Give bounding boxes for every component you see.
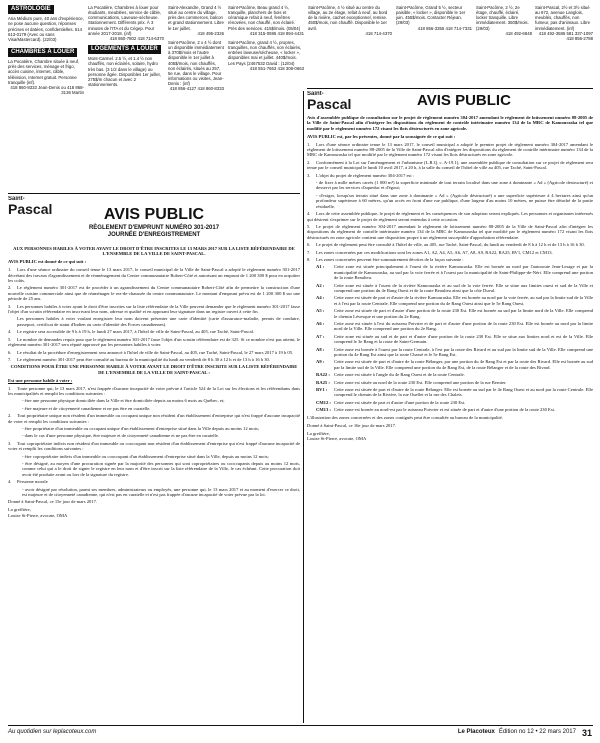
notice-item: 1. Lors d'une séance ordinaire tenue le 13 mars 2017, le conseil municipal a adopté le premier projet de règlement numéro 304-2017 amendant le règlement de lotissement numéro 88-2005 de la Ville de Saint-Pascal afin d'intégrer les dispositions du règlement de contrôle intérimaire numéro 134 de la MRC de Kamouraska tel que modifié par le règlement numéro 172 visant les îlots déstructurés en zone agricole.	[307, 141, 593, 158]
conditions-subtitle: Est une personne habile à voter :	[8, 377, 73, 383]
left-top-rule	[8, 193, 300, 194]
classified-col-3	[168, 5, 224, 190]
notice-intro: AVIS PUBLIC est, par les présentes, donné par la soussignée de ce qui suit :	[307, 133, 456, 139]
classified-ad: Ana Médium pure, 40 ans d'expérience, ne pose aucune question, réponses précises et datées, confidentielles. 514 613-0179 (Avec ou sans Visa/Mastercard). (22/03)	[8, 16, 84, 42]
zone-list	[307, 264, 593, 412]
condition-item: 4. Personne morale	[8, 479, 48, 485]
classified-phone: 418 492-6848	[505, 30, 532, 36]
zone-item: A9 : Cette zone est située de part et d'autre de la route Bélanger, par une portion du 4e Rang Est et par la route des Rivard. Elle est bornée au sud par la limite sud de la Ville. Elle comprend une portion du 4e Rang Est, de la route Bélanger et de la route des Rivard.	[316, 359, 593, 370]
notice-item: Les personnes habiles à voter voulant enregistrer leur nom doivent présenter une carte d'identité (carte d'assurance-maladie, permis de conduire, passeport, certificat de statut d'Indien ou carte d'identité des Forces canadiennes).	[17, 316, 300, 327]
classified-phone: 418 495-2326	[197, 30, 224, 36]
notice-item: 8. Les zones concernées peuvent être sommairement décrites de la façon suivante :	[307, 256, 464, 262]
top-rule	[307, 88, 593, 89]
condition-item: - être désigné, au moyen d'une procuration signée par la majorité des personnes qui sont copropriétaires ou cooccupants depuis au moins 12 mois, comme celui qui a le droit de signer le registre en leur nom et d'être inscrit sur la liste référendaire de la Ville, le cas échéant. Cette procuration doit avoir été produite avant ou lors de la signature du registre.	[22, 461, 300, 477]
classified-phone: 418 315-0595 418 894-4431	[249, 30, 304, 36]
zone-item: A7 : Cette zone est située au sud et de part et d'autre d'une portion de la route 230 Est. Elle se situe aux limites nord et est de la Ville. Elle comprend le 3e Rang et la route de Saint-Germain.	[316, 333, 593, 345]
classified-col-5	[308, 5, 392, 85]
footer-brand: Le Placoteux	[457, 729, 495, 736]
condition-item: 1. Toute personne qui, le 13 mars 2017, n'est frappée d'aucune incapacité de voter prévue à l'article 524 de la Loi sur les élections et les référendums dans les municipalités et remplit les conditions suivantes :	[8, 385, 300, 396]
column-divider	[303, 91, 304, 723]
classified-phone: 418 551-7663 418 308-0663	[249, 65, 304, 71]
zone-item: RA22 : Cette zone est située à l'angle du 4e Rang Ouest et de la route Centrale.	[316, 372, 465, 378]
footer-website: Au quotidien sur leplacoteux.com	[8, 729, 97, 736]
classified-ad: La Pocatière, Chambres à louer pour étudiants, meublées, service de câble, communications, Laveuse-sécheuse. Stationnement. Différents prix. À 3 minutes de l'ITA et du Cégep. Pour année 2017-2018. (inf)	[88, 5, 162, 36]
notice-item: 6. Le résultat de la procédure d'enregistrement sera annoncé à l'hôtel de ville de Saint-Pascal, au 405, rue Taché, Saint-Pascal, le 27 mars 2017 à 19 h 05.	[8, 349, 294, 355]
footer-rule	[8, 725, 593, 726]
notice-items	[8, 267, 300, 362]
notice-closing: L'illustration des zones concernées et des zones contiguës peut être consultée au bureau de la municipalité.	[307, 414, 503, 420]
condition-items	[8, 386, 300, 498]
condition-item: 2. Tout propriétaire unique non résident d'un immeuble ou occupant unique non résident d'un établissement d'entreprise qui n'est frappé d'aucune incapacité de voter et remplit les conditions suivantes :	[8, 413, 300, 424]
classified-ad: Saint-Pascal, 2½ et 3½ situé au 672, avenue Langlois, meublés, chauffés, non fumeur, pas d'animaux. Libre immédiatement. (inf)	[535, 5, 591, 31]
classified-col-4	[228, 5, 304, 190]
notice-item: 7. Le règlement numéro 301-2017 peut être consulté au bureau de la municipalité du lundi au vendredi de 8 h 30 à 12 h et de 13 h à 16 h 30.	[8, 356, 270, 362]
classified-ad: La Pocatière, Chambre située à neuf, près des services, ménage et frigo, accès cuisine, internet, câble, télévision, Internet gratuit. Personne tranquille (inf).	[8, 59, 80, 85]
notice-item: 2. Le règlement numéro 301-2017 est de procéder à un agrandissement du Centre communautaire Robert-Côté afin de permettre la construction d'une nouvelle cuisine commerciale ainsi que de réaménager le rez-de-chaussée du centre communautaire. Le montant d'emprunt prévu est de 1 200 300 $ sur une période de 25 ans.	[8, 285, 300, 302]
zone-item: CM12 : Cette zone est située de part et d'autre d'une portion de la route 230 Est.	[316, 399, 466, 405]
notice-item: - de fixer à mille mètres carrés (1 000 m²) la superficie minimale de tout terrain localisé dans une zone à dominante « Ad » (Agricole destructuré) et desservi par les services d'aqueduc et d'égout;	[316, 180, 593, 191]
notice-item: 7. Les zones concernées par ces modifications sont les zones A1, A2, A4, A5, A6, A7, A8, A9, RA22, RA25, RV1, CM12 et CM13.	[307, 249, 553, 255]
notice-title: AVIS PUBLIC	[417, 92, 511, 110]
zone-item: A4 : Cette zone est située de part et d'autre de la rivière Kamouraska. Elle est bornée au nord par la voie ferrée, au sud par la limite sud de la Ville et à l'est par la route Centrale. Elle comprend une portion du 4e Rang Ouest ainsi que le 5e Rang Ouest.	[316, 295, 593, 306]
notice-item: 3. L'objet du projet de règlement numéro 304-2017 est :	[307, 172, 415, 178]
classified-ad: Saint-Pacôme, 2 ½, 2e étage, chauffé, éclairé, locker tranquille. Libre immédiatement. 350$/mois. (29/03)	[476, 5, 529, 31]
zone-item: A8 : Cette zone est bornée à l'ouest par la route Centrale, à l'est par la route des Rivard et au sud par la limite sud de la Ville. Elle comprend une portion du 4e Rang Est ainsi que la route Chassé et le 5e Rang Est.	[316, 346, 593, 358]
page-footer	[8, 727, 592, 739]
condition-item: - avoir désigné par résolution, parmi ses membres, administrateurs ou employés, une personne qui, le 13 mars 2017 et au moment d'exercer ce droit, est majeure et de citoyenneté canadienne, qui n'est pas en curatelle et n'est pas frappée d'aucune incapacité de voter prévue par la loi.	[22, 486, 300, 498]
notice-item: 5. Le projet de règlement numéro 304-2017 amendant le règlement de lotissement numéro 88-2005 de la Ville de Saint-Pascal afin d'intégrer les dispositions du règlement de contrôle intérimaire numéro 134 de la MRC de Kamouraska tel que modifié par le règlement numéro 172 visant les îlots déstructurés en zone agricole contient une disposition propre à un règlement susceptible d'approbation référendaire.	[307, 223, 593, 240]
notice-intro: AVIS PUBLIC est donné de ce qui suit :	[8, 259, 87, 265]
zone-item: A1 : Cette zone est située principalement à l'ouest de la rivière Kamouraska. Elle est bornée au nord par l'autoroute Jean-Lesage et par la municipalité de Kamouraska, au sud par la voie ferrée et à l'ouest par la municipalité de Saint-Philippe-de-Néri. Elle comprend une portion de la route Beaulieu.	[316, 264, 593, 281]
signer-title: La greffière,	[8, 507, 31, 513]
zone-item: A2 : Cette zone est située à l'ouest de la rivière Kamouraska et au sud de la voie ferrée. Elle se situe aux limites ouest et sud de la Ville et comprend une portion du 4e Rang Ouest et de la route Beaulieu ainsi que la côte Duval.	[316, 282, 593, 293]
section-header-logements: LOGEMENTS À LOUER	[88, 45, 161, 54]
classified-phone: 418 492-3586 581 337-1097 418 856-2788	[538, 30, 593, 41]
classified-ad: Saint-Pacôme, 2 x 4 ½ dont un disponible immédiatement à 370$/mois et l'autre disponible le 1er juillet à 405$/mois, non chauffés, non éclairés, situés au 257, 5e rue, dans le village. Pour informations ou visites, Jean-Denis : (inf)	[168, 39, 224, 87]
signer-title: La greffière,	[307, 430, 330, 436]
page-number: 31	[581, 727, 592, 738]
classified-col-2	[88, 5, 164, 190]
public-notice-right	[307, 91, 593, 723]
classified-col-6	[396, 5, 472, 85]
classified-phone: 418 860-8333 Jean-Denis ou 418 868-3136 Martin	[10, 84, 84, 96]
zone-item: RV1 : Cette zone est située de part et d'autre de la route Bélanger. Elle est bornée au sud par le 4e Rang Ouest et au nord par la route Centrale. Elle comprend le chemin de la Rivière, la rue Ouellet et la rue des Chalets.	[316, 387, 593, 398]
notice-item: 4. Lors de cette assemblée publique, le projet de règlement et les conséquences de son adoption seront expliqués. Les personnes et organismes intéressés qui désirent s'exprimer sur le projet de règlement seront entendus à cette occasion.	[307, 211, 593, 222]
classified-ad: Saint-Alexandre, Grand 4 ½ situé au centre du village, près des commerces, balcon et grand stationnement. Libre le 1er juillet.	[168, 5, 224, 31]
zone-item: A6 : Cette zone est située à l'est du ruisseau Poivrier et de part et d'autre d'une portion de la route 230 Est. Elle est bornée au nord par la limite nord de la Ville. Elle comprend une portion du 2e Rang.	[316, 321, 593, 332]
saint-pascal-logo: Saint- Pascal	[307, 91, 352, 112]
classified-col-7	[476, 5, 532, 85]
classified-phone: 418 856-4127 418 860-8333	[169, 86, 224, 92]
classified-phone: 418 714-4370	[365, 30, 392, 36]
signer-name: Louise St-Pierre, avocate, OMA	[307, 435, 367, 441]
notice-item: 1. Lors d'une séance ordinaire du conseil tenue le 13 mars 2017, le conseil municipal de la Ville de Saint-Pascal a adopté le règlement numéro 301-2017 décrétant des travaux d'agrandissement et de réaménagement du Centre communautaire Robert-Côté et autorisant un emprunt de 1 200 300 $ pour en acquitter les coûts.	[8, 267, 300, 284]
notice-item: 5. Le nombre de demandes requis pour que le règlement numéro 301-2017 fasse l'objet d'un scrutin référendaire est de 325. Si ce nombre n'est pas atteint, le règlement numéro 301-2017 sera réputé approuvé par les personnes habiles à voter.	[8, 336, 300, 348]
classified-ad: Mont-Carmel. 2.5 ½, et 1.4 ½ non chauffés, non éclairés, solaire, hydro très bas. (3 1/2 dans le village) ou personne âgée. Disponibles 1er juillet, 275$/m chacun et avec 2 stationnements.	[88, 56, 161, 88]
notice-items	[307, 142, 593, 263]
saint-pascal-logo: Saint- Pascal	[8, 196, 53, 217]
classified-phone: 418 856-3355 418 714-7331	[417, 25, 472, 31]
notice-subtitle: RÈGLEMENT D'EMPRUNT NUMÉRO 301-2017	[88, 224, 220, 231]
condition-item: - être majeure et de citoyenneté canadienne et ne pas être en curatelle.	[22, 405, 151, 411]
condition-item: - être une personne physique domiciliée dans la Ville et être domiciliée depuis au moins 6 mois au Québec, et;	[22, 398, 225, 404]
notice-item: 2. Conformément à la Loi sur l'aménagement et l'urbanisme (L.R.Q. c. A-19.1), une assemblée publique de consultation sur ce projet de règlement sera tenue par le conseil municipal le lundi 10 avril 2017, à 20 h, à la salle du conseil de l'hôtel de ville au 405, rue Taché, Saint-Pascal.	[307, 159, 593, 171]
signer-name: Louise St-Pierre, avocate, OMA	[8, 512, 68, 518]
conditions-title: CONDITIONS POUR ÊTRE UNE PERSONNE HABILE À VOTER AYANT LE DROIT D'ÊTRE INSCRITE SUR LA LISTE RÉFÉRENDAIRE DE L'ENSEMBLE DE LA VILLE DE SAINT-PASCAL :	[10, 364, 298, 375]
classified-col-astrologie	[8, 5, 84, 190]
classified-ad: Saint-Pacôme, Beau grand 4 ½, tranquille, planchers de bois et céramique refait à neuf, fenêtres rénovées, non chauffé, non éclairé. Près des services. 415$/mois. (05/04)	[228, 5, 301, 31]
public-notice-left	[8, 196, 300, 724]
footer-edition: Édition no 12 • 22 mars 2017	[498, 729, 576, 736]
condition-item: - être propriétaire d'un immeuble ou occupant unique d'un établissement d'entreprise situé dans la Ville depuis au moins 12 mois;	[22, 425, 259, 431]
notice-item: 6. Le projet de règlement peut être consulté à l'hôtel de ville, au 405, rue Taché, Saint-Pascal, du lundi au vendredi de 8 h à 12 h et de 13 h à 16 h 30.	[307, 242, 585, 248]
zone-item: A5 : Cette zone est située de part et d'autre d'une portion de la route 230 Est. Elle est bornée au sud par la limite nord de la Ville. Elle comprend le chemin Lévesque et une portion du 2e Rang.	[316, 308, 593, 319]
notice-subtitle: JOURNÉE D'ENREGISTREMENT	[107, 231, 201, 238]
classified-ad: Saint-Pacôme, 4 ½ situé au centre du village, au 2e étage, refait à neuf, au bord de la rivière, cachet exceptionnel, remise. 450$/mois, non chauffé. Disponible le 1er avril.	[308, 5, 388, 31]
notice-item: 3. Les personnes habiles à voter ayant le droit d'être inscrites sur la liste référendaire de la Ville peuvent demander que le règlement numéro 301-2017 fasse l'objet d'un scrutin référendaire en inscrivant leur nom, adresse et qualité et en apposant leur signature dans un registre ouvert à cette fin.	[8, 303, 300, 315]
notice-item: - d'exiger, lorsqu'un terrain situé dans une zone à dominante « Ad » (Agricole déstructuré) a une superficie supérieure à 4 hectares ainsi qu'un profondeur supérieure à 60 mètres, qu'un accès en front d'une rue publique, d'une largeur d'au moins 10 mètres, ne puisse être détaché de la partie résiduelle.	[316, 192, 593, 209]
section-header-chambres: CHAMBRES À LOUER	[8, 48, 77, 57]
condition-item: - dans le cas d'une personne physique, être majeure et de citoyenneté canadienne et ne pas être en curatelle.	[22, 433, 219, 439]
classified-phone: 418 860-7802 418 714-6370	[109, 35, 164, 41]
notice-given: Donné à Saint-Pascal, ce 16e jour de mars 2017.	[307, 422, 397, 428]
notice-lead: AUX PERSONNES HABILES À VOTER AYANT LE DROIT D'ÊTRE INSCRITES LE 13 MARS 2017 SUR LA LISTE RÉFÉRENDAIRE DE L'ENSEMBLE DE LA VILLE DE SAINT-PASCAL.	[13, 246, 295, 257]
condition-item: 3. Tout copropriétaire indivis non résident d'un immeuble ou cooccupant non résident d'un établissement d'entreprise qui n'est frappé d'aucune incapacité de voter et remplit les conditions suivantes :	[8, 440, 300, 452]
zone-item: RA25 : Cette zone est située au nord de la route 230 Est. Elle comprend une portion de la rue Bernier.	[316, 379, 507, 385]
classified-ad: Saint-Pacôme, grand 4 ½, propres, tranquilles, non chauffés, non éclairés, entrées laveuse/sécheuse, « locker », disponibles mai et juillet. 440$/mois. Les Pays (2467532 David : (12/04)	[228, 39, 302, 66]
notice-title: AVIS PUBLIC	[103, 206, 205, 223]
notice-item: 4. Le registre sera accessible de 9 h à 19 h, le lundi 27 mars 2017, à l'hôtel de ville de Saint-Pascal, au 405, rue Taché, Saint-Pascal.	[8, 329, 255, 335]
zone-item: CM13 : Cette zone est bornée au nord-est par le ruisseau Poivrier et est située de part et d'autre d'une portion de la route 230 Est.	[316, 407, 556, 413]
notice-given: Donné à Saint-Pascal, ce 15e jour de mars 2017.	[8, 499, 98, 505]
section-header-astrologie: ASTROLOGIE	[8, 5, 54, 14]
notice-lead: Avis d'assemblée publique de consultation sur le projet de règlement numéro 304-2017 amendant le règlement de lotissement numéro 88-2005 de la Ville de Saint-Pascal afin d'intégrer les dispositions du règlement de contrôle intérimaire numéro 134 de la MRC de Kamouraska tel que modifié par le règlement numéro 172 visant les îlots déstructurés en zone agricole.	[307, 115, 593, 131]
classified-ad: Saint-Pacôme, Grand 5 ½, secteur paisible, « locker », disponible le 1er juin. 455$/mois. Contacter Réjean. (29/03)	[396, 5, 466, 26]
classified-col-8	[535, 5, 593, 85]
condition-item: - être copropriétaire indivis d'un immeuble ou cooccupant d'un établissement d'entreprise situé dans la Ville, depuis au moins 12 mois;	[22, 453, 269, 459]
